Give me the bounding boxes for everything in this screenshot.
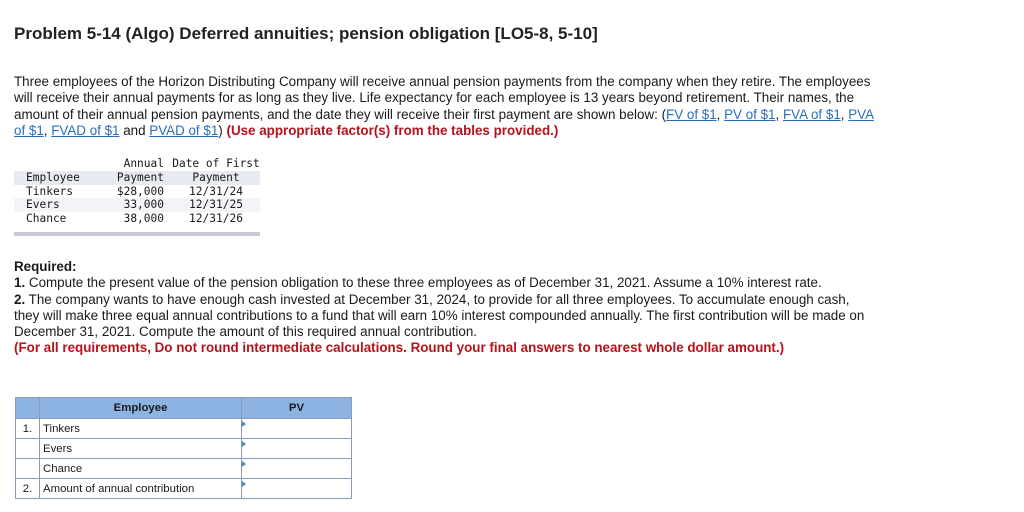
table-cell: 12/31/26 xyxy=(189,212,243,226)
requirement-2: 2. The company wants to have enough cash invested at December 31, 2024, to provide for all three employees. To accumulate enough cash, they will make three equal annual contributions to a fund that will earn 10% interest compounded annually. The first contribution will be made on December 31, 2021. Compute the amount of this required annual contribution. xyxy=(14,291,865,340)
answer-table xyxy=(15,397,352,499)
header-cell xyxy=(14,157,100,171)
table-cell: Tinkers xyxy=(26,184,74,198)
pv-cell xyxy=(242,479,352,499)
table-cell: Chance xyxy=(26,212,67,226)
link-pvad[interactable]: PVAD of $1 xyxy=(149,122,219,138)
intro-close-paren: ) xyxy=(218,122,223,138)
table-cell: 33,000 xyxy=(100,198,172,212)
input-marker-icon xyxy=(242,421,246,427)
pv-input-evers[interactable] xyxy=(242,439,351,458)
requirements xyxy=(14,259,874,357)
employee-data-table xyxy=(14,157,260,226)
header-cell: Payment xyxy=(172,171,260,185)
header-cell: Annual xyxy=(123,157,164,170)
row-label: Evers xyxy=(40,439,242,459)
table-divider xyxy=(14,232,260,236)
link-pv[interactable]: PV of $1 xyxy=(724,106,776,122)
page-title: Problem 5-14 (Algo) Deferred annuities; pension obligation [LO5-8, 5-10] xyxy=(14,24,598,43)
table-cell: 38,000 xyxy=(123,212,164,226)
table-cell: $28,000 xyxy=(116,184,164,198)
header-cell: Date of First xyxy=(172,157,260,170)
table-cell: 12/31/25 xyxy=(172,198,260,212)
intro-text: Three employees of the Horizon Distributing Company will receive annual pension payments from the company when they retire. The employees will receive their annual payments for as long as they live. Life expectancy for each employee is 13 years beyond retirement. Their names, the amount of their annual pension payments, and the date they will receive their first payment are shown below: ( xyxy=(14,74,871,122)
header-blank xyxy=(16,398,40,419)
rounding-note: (For all requirements, Do not round intermediate calculations. Round your final answers to nearest whole dollar amount.) xyxy=(14,340,785,356)
row-number: 1. xyxy=(16,419,40,439)
required-heading: Required: xyxy=(14,259,77,274)
pv-cell xyxy=(242,419,352,439)
link-pva[interactable]: PVA of $1 xyxy=(14,106,875,138)
header-employee: Employee xyxy=(40,398,242,419)
row-label: Chance xyxy=(40,459,242,479)
header-cell: Employee xyxy=(14,171,100,185)
input-marker-icon xyxy=(242,461,246,467)
row-label: Tinkers xyxy=(40,419,242,439)
intro-and: and xyxy=(123,122,146,138)
pv-cell xyxy=(242,439,352,459)
annual-contribution-input[interactable] xyxy=(242,479,351,498)
header-pv: PV xyxy=(242,398,352,419)
factor-instruction: (Use appropriate factor(s) from the tables provided.) xyxy=(226,122,559,138)
row-number: 2. xyxy=(16,479,40,499)
pv-input-chance[interactable] xyxy=(242,459,351,478)
header-cell: Payment xyxy=(100,171,172,185)
row-number xyxy=(16,459,40,479)
pv-input-tinkers[interactable] xyxy=(242,419,351,438)
row-number xyxy=(16,439,40,459)
link-fva[interactable]: FVA of $1 xyxy=(782,106,841,122)
link-fv[interactable]: FV of $1 xyxy=(666,106,717,122)
pv-cell xyxy=(242,459,352,479)
row-label: Amount of annual contribution xyxy=(40,479,242,499)
link-fvad[interactable]: FVAD of $1 xyxy=(51,122,120,138)
table-cell: Evers xyxy=(14,198,100,212)
input-marker-icon xyxy=(242,481,246,487)
problem-intro: Three employees of the Horizon Distributing Company will receive annual pension payments from the company when they retire. The employees will receive their annual payments for as long as they live. Life expectancy for each employee is 13 years beyond retirement. Their names, the amount of their annual pension payments, and the date they will receive their first payment are shown below: (FV of $1, PV of $1, FVA of $1, PVA of $1, FVAD of $1 and PVAD of $1) (Use appropriate factor(s) from the tables provided.) xyxy=(14,74,875,138)
requirement-1: 1. Compute the present value of the pension obligation to these three employees as of December 31, 2021. Assume a 10% interest rate. xyxy=(14,275,822,291)
input-marker-icon xyxy=(242,441,246,447)
table-cell: 12/31/24 xyxy=(189,184,243,198)
